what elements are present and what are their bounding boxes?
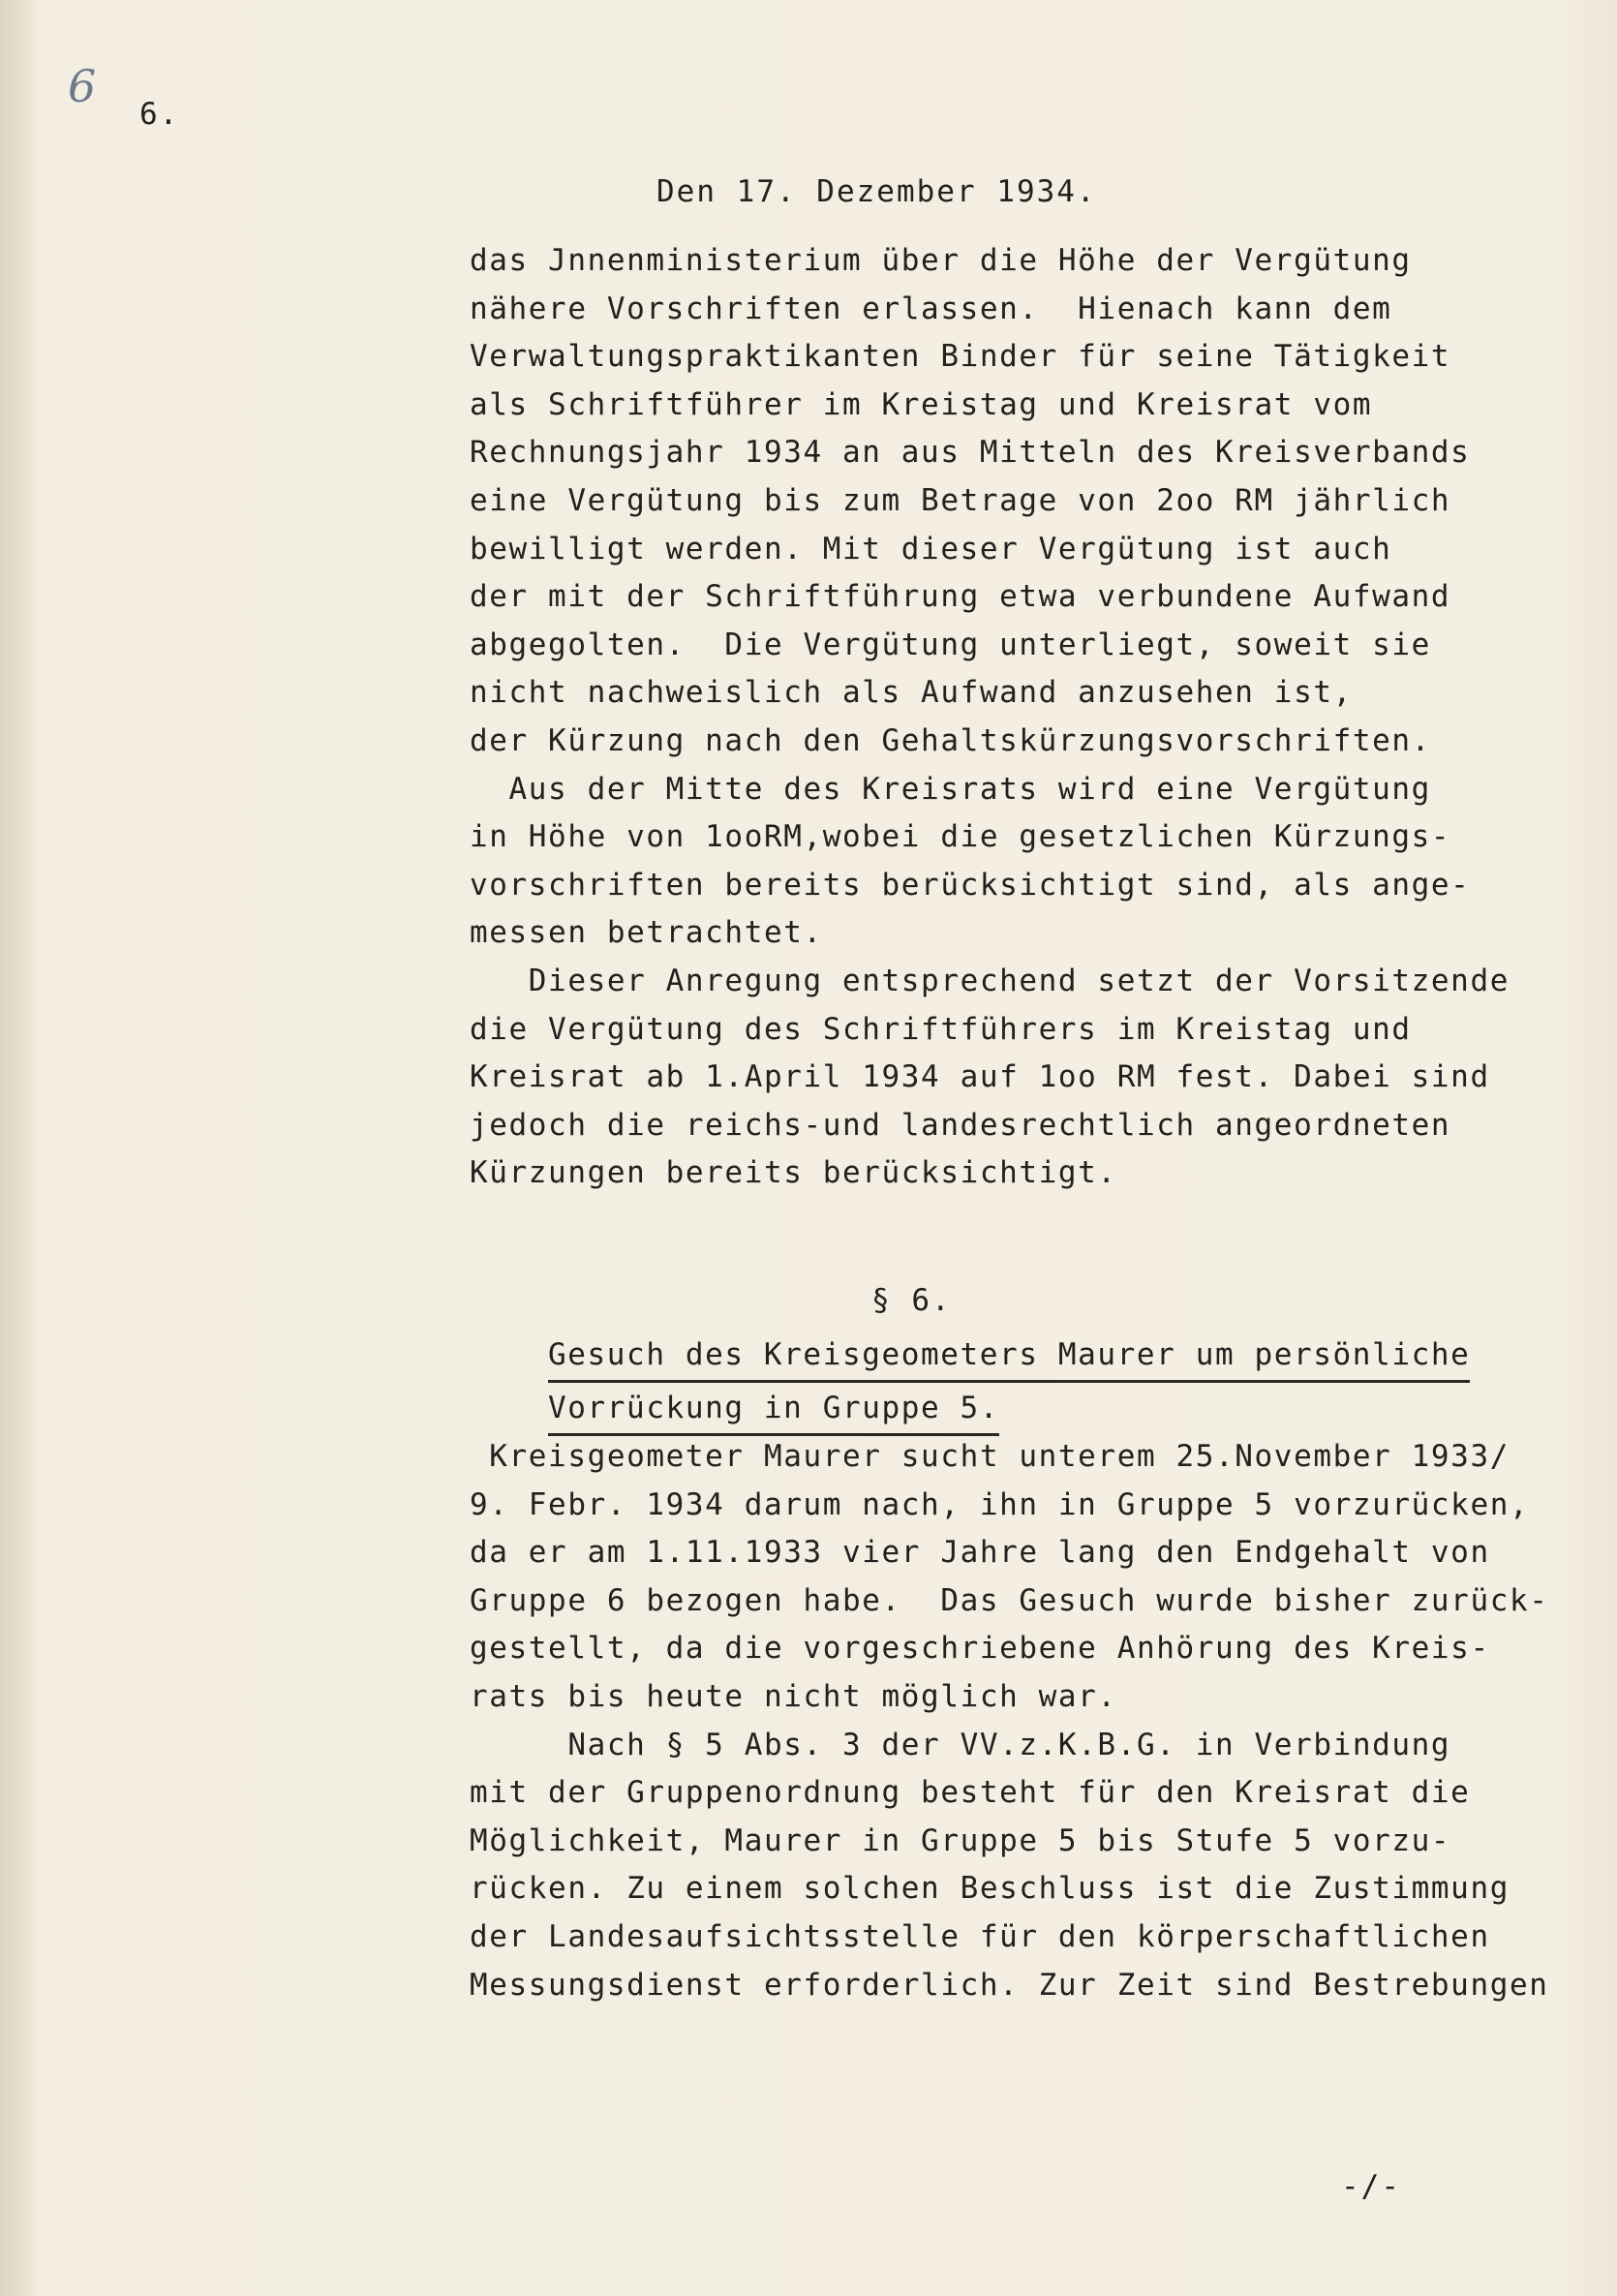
section-title-line: Vorrückung in Gruppe 5. — [548, 1385, 999, 1436]
text-line: Verwaltungspraktikanten Binder für seine Tätigkeit — [470, 339, 1451, 375]
page-number: 6. — [139, 97, 180, 132]
text-line: da er am 1.11.1933 vier Jahre lang den Endgehalt von — [470, 1535, 1490, 1571]
text-line: Gruppe 6 bezogen habe. Das Gesuch wurde bisher zurück- — [470, 1582, 1549, 1618]
text-line: jedoch die reichs-und landesrechtlich angeordneten — [470, 1107, 1451, 1143]
section-number: § 6. — [871, 1283, 952, 1318]
text-line: Dieser Anregung entsprechend setzt der Vorsitzende — [470, 963, 1510, 998]
body-text-top — [470, 237, 1573, 1198]
text-line: Kreisrat ab 1.April 1934 auf 1oo RM fest. Dabei sind — [470, 1059, 1490, 1095]
text-line: nicht nachweislich als Aufwand anzusehen ist, — [470, 675, 1353, 711]
text-line: die Vergütung des Schriftführers im Kreistag und — [470, 1011, 1412, 1047]
continuation-mark: -/- — [1341, 2169, 1401, 2204]
text-line: Aus der Mitte des Kreisrats wird eine Vergütung — [470, 771, 1431, 807]
text-line: Nach § 5 Abs. 3 der VV.z.K.B.G. in Verbindung — [470, 1727, 1451, 1762]
text-line: 9. Febr. 1934 darum nach, ihn in Gruppe 5 vorzurücken, — [470, 1486, 1530, 1522]
section-title — [548, 1332, 1470, 1438]
handwritten-page-mark: 6 — [68, 60, 97, 112]
binding-edge — [0, 0, 39, 2296]
section-title-line: Gesuch des Kreisgeometers Maurer um persönliche — [548, 1332, 1470, 1383]
text-line: gestellt, da die vorgeschriebene Anhörung des Kreis- — [470, 1631, 1490, 1667]
text-line: der Kürzung nach den Gehaltskürzungsvorschriften. — [470, 722, 1431, 758]
text-line: rücken. Zu einem solchen Beschluss ist die Zustimmung — [470, 1871, 1510, 1907]
text-line: als Schriftführer im Kreistag und Kreisrat vom — [470, 386, 1373, 422]
text-line: Kürzungen bereits berücksichtigt. — [470, 1155, 1117, 1191]
text-line: das Jnnenministerium über die Höhe der Vergütung — [470, 243, 1412, 278]
text-line: Messungsdienst erforderlich. Zur Zeit sind Bestrebungen — [470, 1967, 1549, 2003]
text-line: rats bis heute nicht möglich war. — [470, 1678, 1117, 1714]
text-line: der Landesaufsichtsstelle für den körperschaftlichen — [470, 1918, 1490, 1954]
text-line: eine Vergütung bis zum Betrage von 2oo RM jährlich — [470, 482, 1451, 518]
body-text-bottom — [470, 1433, 1573, 2009]
text-line: abgegolten. Die Vergütung unterliegt, soweit sie — [470, 627, 1431, 662]
text-line: der mit der Schriftführung etwa verbundene Aufwand — [470, 579, 1451, 615]
text-line: vorschriften bereits berücksichtigt sind, als ange- — [470, 867, 1471, 903]
text-line: nähere Vorschriften erlassen. Hienach kann dem — [470, 291, 1392, 326]
text-line: Rechnungsjahr 1934 an aus Mitteln des Kreisverbands — [470, 435, 1471, 471]
text-line: Kreisgeometer Maurer sucht unterem 25.November 1933/ — [470, 1439, 1510, 1474]
text-line: messen betrachtet. — [470, 915, 823, 951]
text-line: bewilligt werden. Mit dieser Vergütung ist auch — [470, 531, 1392, 566]
document-date: Den 17. Dezember 1934. — [656, 174, 1097, 209]
text-line: Möglichkeit, Maurer in Gruppe 5 bis Stufe 5 vorzu- — [470, 1822, 1451, 1858]
text-line: mit der Gruppenordnung besteht für den Kreisrat die — [470, 1775, 1471, 1811]
text-line: in Höhe von 1ooRM,wobei die gesetzlichen Kürzungs- — [470, 819, 1451, 855]
